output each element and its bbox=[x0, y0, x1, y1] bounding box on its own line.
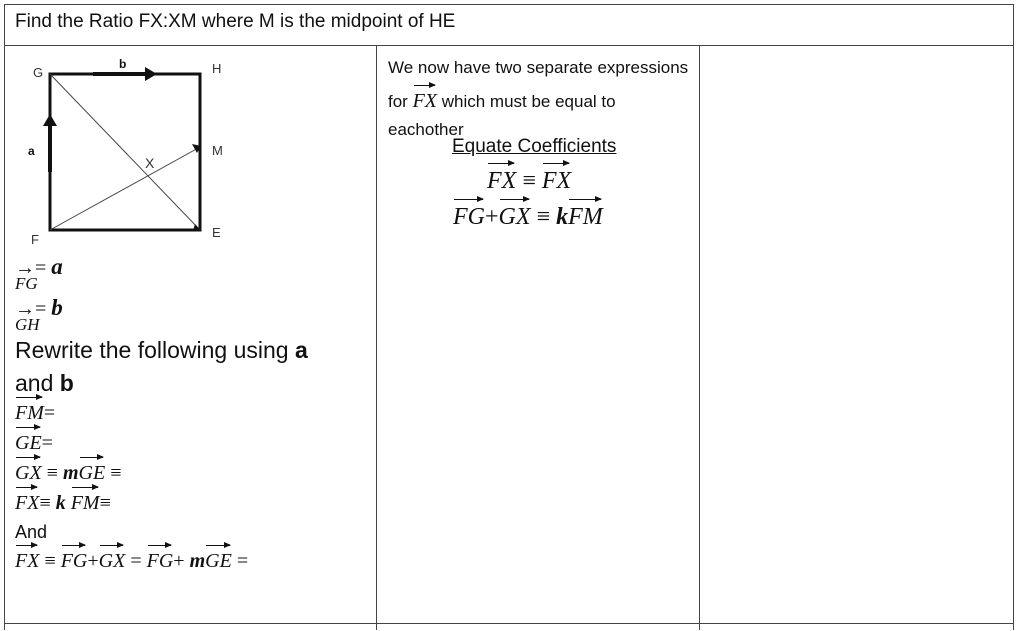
gh-label: GH bbox=[15, 315, 40, 334]
label-a: a bbox=[28, 144, 35, 158]
explanation-text: We now have two separate expressions for FX which must be equal to eachother bbox=[388, 58, 689, 139]
gh-definition: →= b GH bbox=[15, 295, 63, 334]
label-f: F bbox=[31, 232, 39, 247]
equation-coefficients: FG+GX ≡ kFM bbox=[453, 196, 603, 231]
worksheet-table bbox=[4, 4, 1014, 630]
vector-b-head bbox=[145, 67, 157, 81]
rewrite-instruction: Rewrite the following using a and b bbox=[15, 337, 308, 396]
and-label: And bbox=[15, 522, 48, 542]
fg-definition: →= a FG bbox=[15, 254, 63, 293]
diagonal-ge bbox=[50, 74, 200, 230]
line-fm bbox=[50, 147, 200, 230]
line-fx: FX≡ k FM≡ bbox=[15, 484, 111, 515]
fg-label: FG bbox=[15, 274, 38, 293]
middle-cell bbox=[377, 46, 699, 631]
label-b: b bbox=[119, 57, 127, 71]
page-title: Find the Ratio FX:XM where M is the midpoint of HE bbox=[15, 11, 456, 32]
equation-fx-fx: FX ≡ FX bbox=[487, 160, 571, 195]
title-row bbox=[5, 5, 1013, 46]
label-g: G bbox=[33, 65, 44, 80]
line-fm: FM= bbox=[15, 394, 55, 425]
label-x: X bbox=[145, 155, 155, 171]
right-cell-empty bbox=[700, 46, 1013, 631]
line-ge: GE= bbox=[15, 424, 53, 455]
line-gx: GX ≡ mGE ≡ bbox=[15, 454, 121, 485]
label-m: M bbox=[212, 143, 223, 158]
label-h: H bbox=[212, 61, 222, 76]
vector-a-head bbox=[43, 114, 57, 126]
square-diagram bbox=[15, 52, 235, 252]
label-e: E bbox=[212, 225, 221, 240]
left-cell bbox=[5, 46, 376, 631]
equate-coefficients-heading: Equate Coefficients bbox=[452, 136, 617, 157]
line-final: FX ≡ FG+GX = FG+ mGE = bbox=[15, 542, 248, 573]
